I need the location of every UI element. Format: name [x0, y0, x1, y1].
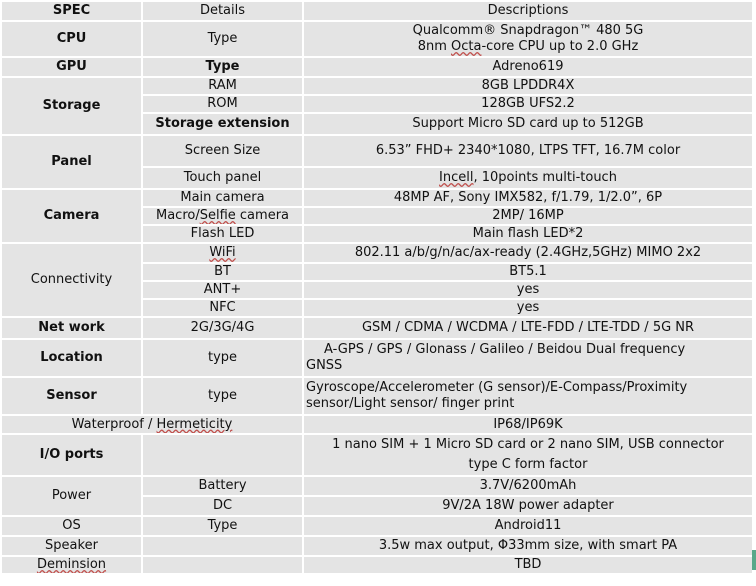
spec-cpu: CPU: [1, 21, 142, 57]
table-row-cpu: [1, 21, 753, 57]
detail-speaker: [142, 536, 303, 556]
desc-main-camera: 48MP AF, Sony IMX582, f/1.79, 1/2.0”, 6P: [303, 189, 753, 207]
desc-network: GSM / CDMA / WCDMA / LTE-FDD / LTE-TDD / 5G NR: [303, 317, 753, 339]
table-row-screen-size: [1, 135, 753, 167]
detail-touch-panel: Touch panel: [142, 167, 303, 189]
detail-storage-extension: Storage extension: [142, 113, 303, 135]
desc-battery: 3.7V/6200mAh: [303, 476, 753, 496]
desc-sensor: [303, 377, 753, 415]
detail-network: 2G/3G/4G: [142, 317, 303, 339]
detail-screen-size: Screen Size: [142, 135, 303, 167]
desc-os: Android11: [303, 516, 753, 536]
detail-nfc: NFC: [142, 299, 303, 317]
desc-gpu: Adreno619: [303, 57, 753, 77]
edge-marker: [752, 550, 756, 570]
table-row-sensor: [1, 377, 753, 415]
desc-io-ports: [303, 434, 753, 476]
spec-storage: Storage: [1, 77, 142, 135]
detail-location: type: [142, 339, 303, 377]
table-row-gpu: [1, 57, 753, 77]
desc-macro-selfie-camera: 2MP/ 16MP: [303, 207, 753, 225]
desc-wifi: 802.11 a/b/g/n/ac/ax-ready (2.4GHz,5GHz) MIMO 2x2: [303, 243, 753, 263]
desc-sensor-line2: sensor/Light sensor/ finger print: [306, 396, 515, 411]
header-details: Details: [142, 1, 303, 21]
spec-sensor: Sensor: [1, 377, 142, 415]
detail-battery: Battery: [142, 476, 303, 496]
spec-panel: Panel: [1, 135, 142, 189]
desc-speaker: 3.5w max output, Φ33mm size, with smart PA: [303, 536, 753, 556]
table-row-io-ports: [1, 434, 753, 476]
spec-location: Location: [1, 339, 142, 377]
desc-nfc: yes: [303, 299, 753, 317]
desc-location-line2: GNSS: [306, 358, 343, 373]
detail-ant: ANT+: [142, 281, 303, 299]
table-row-battery: [1, 476, 753, 496]
detail-flash-led: Flash LED: [142, 225, 303, 243]
desc-io-line2: type C form factor: [468, 457, 588, 472]
detail-ram: RAM: [142, 77, 303, 95]
spec-network: Net work: [1, 317, 142, 339]
table-row-waterproof: [1, 415, 753, 434]
spec-waterproof: Waterproof / Hermeticity: [1, 415, 303, 434]
detail-os: Type: [142, 516, 303, 536]
spec-os: OS: [1, 516, 142, 536]
desc-location: [303, 339, 753, 377]
header-row: [1, 1, 753, 21]
desc-location-line1: A-GPS / GPS / Glonass / Galileo / Beidou Dual frequency: [324, 342, 686, 357]
detail-macro-selfie-camera: Macro/Selfie camera: [142, 207, 303, 225]
detail-dc: DC: [142, 496, 303, 516]
spec-speaker: Speaker: [1, 536, 142, 556]
table-row-dimension: [1, 556, 753, 574]
spec-gpu: GPU: [1, 57, 142, 77]
table-row-network: [1, 317, 753, 339]
desc-screen-size: 6.53” FHD+ 2340*1080, LTPS TFT, 16.7M color: [303, 135, 753, 167]
detail-rom: ROM: [142, 95, 303, 113]
header-descriptions: Descriptions: [303, 1, 753, 21]
detail-io-ports: [142, 434, 303, 476]
desc-waterproof: IP68/IP69K: [303, 415, 753, 434]
detail-main-camera: Main camera: [142, 189, 303, 207]
desc-ant: yes: [303, 281, 753, 299]
table-row-wifi: [1, 243, 753, 263]
desc-flash-led: Main flash LED*2: [303, 225, 753, 243]
table-row-ram: [1, 77, 753, 95]
table-row-main-camera: [1, 189, 753, 207]
spec-camera: Camera: [1, 189, 142, 243]
desc-dc: 9V/2A 18W power adapter: [303, 496, 753, 516]
spec-connectivity: Connectivity: [1, 243, 142, 317]
desc-touch-panel: Incell, 10points multi-touch: [303, 167, 753, 189]
desc-cpu-line2: 8nm Octa-core CPU up to 2.0 GHz: [417, 39, 639, 54]
detail-wifi: WiFi: [142, 243, 303, 263]
detail-cpu-type: Type: [142, 21, 303, 57]
desc-sensor-line1: Gyroscope/Accelerometer (G sensor)/E-Compass/Proximity: [306, 380, 688, 395]
detail-dimension: [142, 556, 303, 574]
spec-power: Power: [1, 476, 142, 516]
desc-io-line1: 1 nano SIM + 1 Micro SD card or 2 nano SIM, USB connector: [332, 437, 724, 452]
table-row-location: [1, 339, 753, 377]
detail-sensor: type: [142, 377, 303, 415]
desc-rom: 128GB UFS2.2: [303, 95, 753, 113]
table-row-speaker: [1, 536, 753, 556]
detail-gpu-type: Type: [142, 57, 303, 77]
desc-cpu-line1: Qualcomm® Snapdragon™ 480 5G: [412, 23, 644, 38]
table-row-os: [1, 516, 753, 536]
desc-storage-extension: Support Micro SD card up to 512GB: [303, 113, 753, 135]
desc-dimension: TBD: [303, 556, 753, 574]
desc-ram: 8GB LPDDR4X: [303, 77, 753, 95]
header-spec: SPEC: [1, 1, 142, 21]
desc-cpu: [303, 21, 753, 57]
desc-bt: BT5.1: [303, 263, 753, 281]
detail-bt: BT: [142, 263, 303, 281]
spec-dimension: Deminsion: [1, 556, 142, 574]
spec-io-ports: I/O ports: [1, 434, 142, 476]
